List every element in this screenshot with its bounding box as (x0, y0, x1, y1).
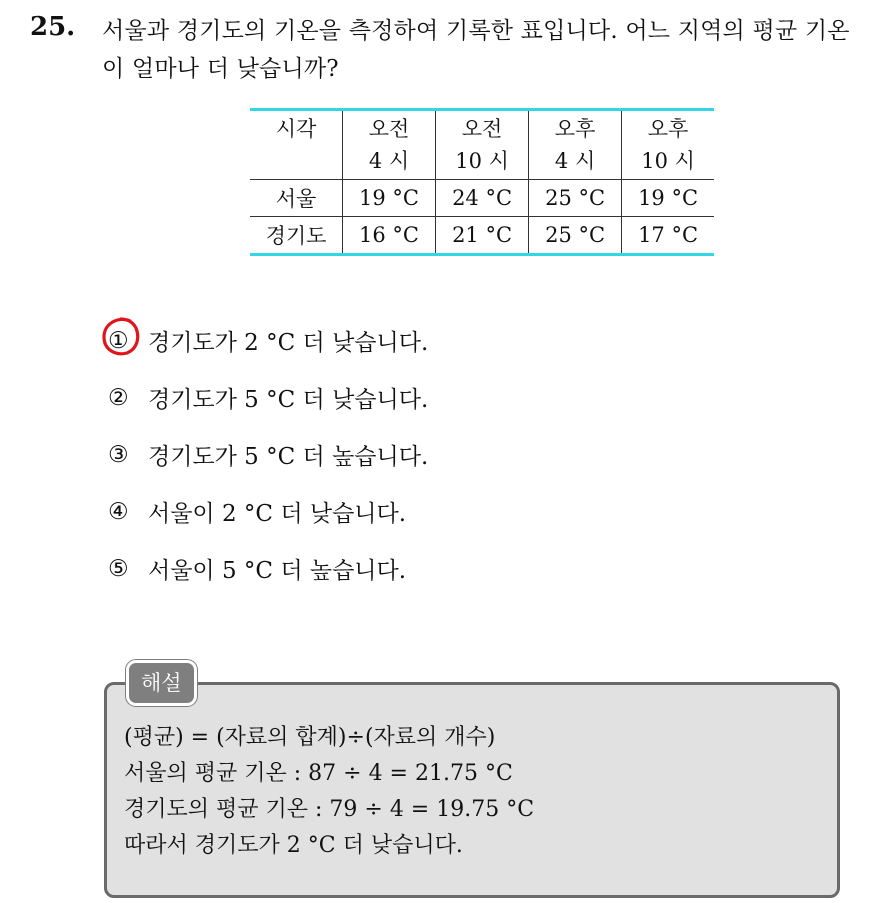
choice-text: 서울이 2 °C 더 낮습니다. (148, 501, 407, 527)
choice-text: 서울이 5 °C 더 높습니다. (148, 558, 407, 584)
choice-number: ⑤ (108, 555, 129, 582)
choice-4[interactable] (108, 483, 428, 540)
answer-choices (108, 312, 428, 597)
column-header-line2: 10 시 (641, 149, 695, 173)
choice-2[interactable] (108, 369, 428, 426)
row-label: 서울 (250, 180, 343, 217)
table-cell: 19 °C (622, 180, 714, 217)
choice-text: 경기도가 2 °C 더 낮습니다. (148, 330, 429, 356)
choice-number: ④ (108, 498, 129, 525)
question-number: 25. (30, 12, 76, 42)
column-header-line1: 오전 (461, 117, 503, 141)
choice-number: ① (108, 327, 129, 354)
temperature-table (250, 108, 714, 256)
choice-1[interactable] (108, 312, 428, 369)
table-cell: 19 °C (343, 180, 436, 217)
choice-text: 경기도가 5 °C 더 낮습니다. (148, 387, 429, 413)
table-row (250, 217, 714, 255)
solution-line: (평균) = (자료의 합계)÷(자료의 개수) (124, 725, 496, 750)
table-row (250, 180, 714, 217)
choice-text: 경기도가 5 °C 더 높습니다. (148, 444, 429, 470)
column-header-line1: 오전 (368, 117, 410, 141)
choice-number: ③ (108, 441, 129, 468)
choice-3[interactable] (108, 426, 428, 483)
choice-5[interactable] (108, 540, 428, 597)
table-column-header (343, 110, 436, 180)
question-text: 서울과 경기도의 기온을 측정하여 기록한 표입니다. 어느 지역의 평균 기온이 얼마나 더 낮습니까? (102, 18, 850, 82)
table-cell: 17 °C (622, 217, 714, 255)
table-header-row (250, 110, 714, 180)
table-cell: 21 °C (436, 217, 529, 255)
solution-line: 따라서 경기도가 2 °C 더 낮습니다. (124, 833, 463, 858)
table-column-header (529, 110, 622, 180)
table-cell: 25 °C (529, 217, 622, 255)
table-corner-cell: 시각 (250, 110, 343, 180)
table-cell: 16 °C (343, 217, 436, 255)
column-header-line1: 오후 (647, 117, 689, 141)
choice-number: ② (108, 384, 129, 411)
table-cell: 25 °C (529, 180, 622, 217)
column-header-line2: 4 시 (554, 149, 596, 173)
column-header-line2: 4 시 (368, 149, 410, 173)
table-cell: 24 °C (436, 180, 529, 217)
solution-line: 서울의 평균 기온 : 87 ÷ 4 = 21.75 °C (124, 761, 513, 786)
solution-tag: 해설 (126, 660, 197, 706)
row-label: 경기도 (250, 217, 343, 255)
solution-line: 경기도의 평균 기온 : 79 ÷ 4 = 19.75 °C (124, 797, 535, 822)
solution-body (124, 720, 534, 864)
column-header-line1: 오후 (554, 117, 596, 141)
table-column-header (436, 110, 529, 180)
column-header-line2: 10 시 (455, 149, 509, 173)
table-column-header (622, 110, 714, 180)
